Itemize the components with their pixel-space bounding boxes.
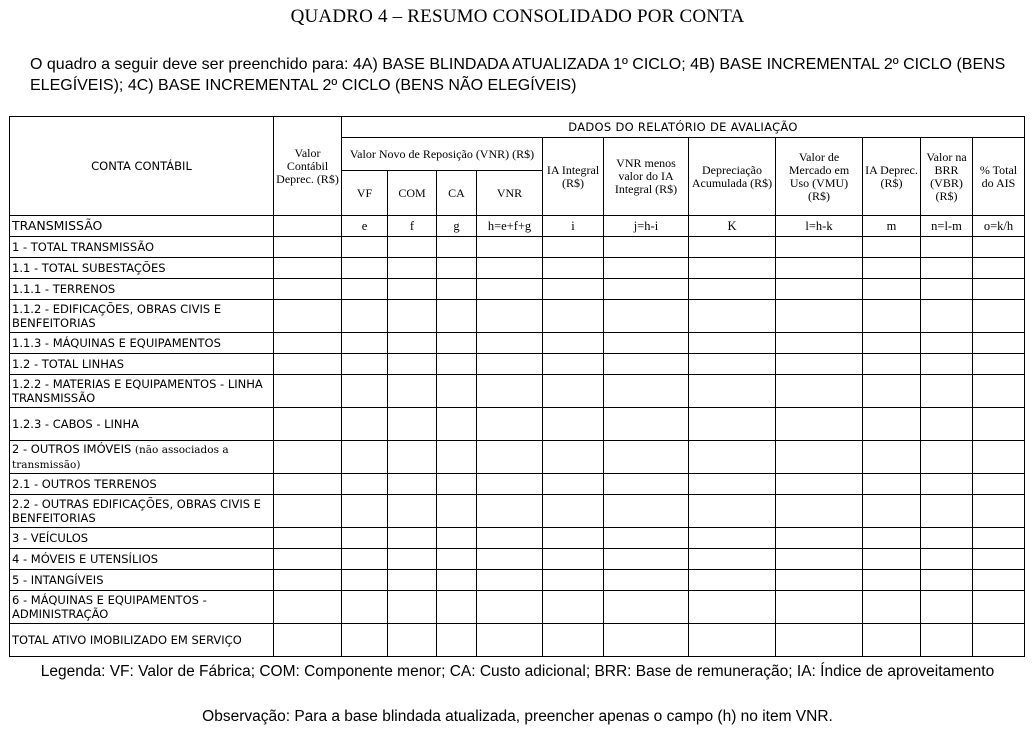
table-cell — [543, 549, 604, 570]
table-cell — [543, 591, 604, 624]
table-cell — [477, 354, 543, 375]
table-cell — [776, 570, 863, 591]
table-cell — [274, 216, 342, 237]
col-header-ca: CA — [437, 171, 477, 216]
table-cell — [274, 408, 342, 441]
table-cell — [863, 300, 921, 333]
row-label-text: 1.2.3 - CABOS - LINHA — [12, 417, 140, 431]
formula-cell: e — [342, 216, 388, 237]
table-cell — [477, 474, 543, 495]
table-cell — [863, 279, 921, 300]
table-cell — [274, 279, 342, 300]
table-cell — [689, 495, 776, 528]
table-row — [10, 375, 1025, 408]
row-label-text: TOTAL ATIVO IMOBILIZADO EM SERVIÇO — [12, 633, 242, 647]
table-cell — [274, 354, 342, 375]
row-label — [10, 570, 274, 591]
col-header-ia-integral: IA Integral (R$) — [543, 138, 604, 216]
table-cell — [863, 375, 921, 408]
table-cell — [477, 375, 543, 408]
col-header-vnr-group: Valor Novo de Reposição (VNR) (R$) — [342, 138, 543, 171]
row-label — [10, 495, 274, 528]
table-cell — [863, 528, 921, 549]
table-cell — [921, 441, 973, 474]
table-cell — [689, 549, 776, 570]
table-cell — [274, 495, 342, 528]
table-cell — [973, 354, 1025, 375]
table-cell — [388, 279, 437, 300]
table-cell — [604, 441, 689, 474]
table-cell — [776, 591, 863, 624]
table-cell — [437, 354, 477, 375]
table-cell — [863, 549, 921, 570]
table-cell — [342, 495, 388, 528]
row-label-text: 1.2.2 - MATERIAS E EQUIPAMENTOS - LINHA TRANSMISSÃO — [12, 377, 263, 405]
row-label-text: 2.1 - OUTROS TERRENOS — [12, 477, 157, 491]
table-row — [10, 333, 1025, 354]
table-cell — [863, 441, 921, 474]
table-cell — [437, 300, 477, 333]
col-header-com: COM — [388, 171, 437, 216]
table-cell — [973, 591, 1025, 624]
col-header-vf: VF — [342, 171, 388, 216]
table-cell — [388, 474, 437, 495]
table-cell — [604, 570, 689, 591]
table-cell — [604, 528, 689, 549]
table-cell — [342, 258, 388, 279]
formula-cell: m — [863, 216, 921, 237]
table-cell — [776, 354, 863, 375]
table-cell — [921, 300, 973, 333]
table-row — [10, 549, 1025, 570]
page-title: QUADRO 4 – RESUMO CONSOLIDADO POR CONTA — [290, 6, 745, 27]
table-cell — [342, 375, 388, 408]
table-row — [10, 474, 1025, 495]
table-cell — [604, 624, 689, 657]
table-cell — [437, 441, 477, 474]
table-cell — [863, 495, 921, 528]
table-cell — [689, 333, 776, 354]
row-label-text: 1.1.2 - EDIFICAÇÕES, OBRAS CIVIS E BENFEITORIAS — [12, 302, 222, 330]
table-cell — [973, 333, 1025, 354]
table-row — [10, 300, 1025, 333]
table-cell — [342, 570, 388, 591]
table-cell — [437, 591, 477, 624]
table-row — [10, 408, 1025, 441]
table-cell — [921, 624, 973, 657]
table-body — [10, 237, 1025, 657]
table-cell — [342, 624, 388, 657]
table-cell — [274, 333, 342, 354]
table-cell — [921, 375, 973, 408]
formula-cell: i — [543, 216, 604, 237]
table-cell — [921, 528, 973, 549]
table-cell — [437, 495, 477, 528]
table-cell — [973, 375, 1025, 408]
table-cell — [388, 549, 437, 570]
table-cell — [776, 495, 863, 528]
table-cell — [689, 237, 776, 258]
table-cell — [477, 549, 543, 570]
table-row — [10, 624, 1025, 657]
table-cell — [921, 474, 973, 495]
col-header-vnr: VNR — [477, 171, 543, 216]
table-cell — [274, 591, 342, 624]
table-cell — [689, 570, 776, 591]
table-cell — [342, 408, 388, 441]
table-cell — [973, 258, 1025, 279]
table-cell — [477, 279, 543, 300]
table-cell — [342, 474, 388, 495]
table-cell — [604, 591, 689, 624]
table-cell — [388, 624, 437, 657]
table-cell — [689, 474, 776, 495]
row-label-text: 4 - MÓVEIS E UTENSÍLIOS — [12, 552, 159, 566]
table-cell — [921, 591, 973, 624]
table-cell — [863, 354, 921, 375]
summary-table — [9, 116, 1025, 657]
table-cell — [477, 495, 543, 528]
col-header-ia-deprec: IA Deprec. (R$) — [863, 138, 921, 216]
col-header-conta: CONTA CONTÁBIL — [10, 117, 274, 216]
table-cell — [437, 258, 477, 279]
group-header-relatorio: DADOS DO RELATÓRIO DE AVALIAÇÃO — [342, 117, 1025, 138]
table-row — [10, 495, 1025, 528]
table-cell — [776, 624, 863, 657]
table-cell — [543, 237, 604, 258]
table-cell — [863, 474, 921, 495]
table-cell — [342, 354, 388, 375]
row-label-text: 1.1.1 - TERRENOS — [12, 282, 116, 296]
table-cell — [342, 528, 388, 549]
table-cell — [543, 258, 604, 279]
table-cell — [973, 474, 1025, 495]
row-label — [10, 591, 274, 624]
col-header-pct-ais: % Total do AIS — [973, 138, 1025, 216]
table-cell — [921, 408, 973, 441]
table-cell — [689, 300, 776, 333]
table-cell — [388, 333, 437, 354]
table-cell — [776, 528, 863, 549]
table-cell — [477, 591, 543, 624]
row-label-text: 1 - TOTAL TRANSMISSÃO — [12, 240, 155, 254]
table-cell — [477, 300, 543, 333]
table-cell — [776, 375, 863, 408]
table-cell — [477, 258, 543, 279]
table-cell — [477, 570, 543, 591]
row-label — [10, 354, 274, 375]
table-cell — [973, 237, 1025, 258]
table-cell — [921, 354, 973, 375]
table-cell — [776, 408, 863, 441]
table-cell — [437, 237, 477, 258]
table-cell — [437, 279, 477, 300]
table-cell — [973, 495, 1025, 528]
row-label — [10, 375, 274, 408]
row-label-text: 2 - OUTROS IMÓVEIS — [12, 442, 132, 456]
table-row — [10, 354, 1025, 375]
row-label — [10, 237, 274, 258]
table-cell — [388, 570, 437, 591]
col-header-vmu: Valor de Mercado em Uso (VMU) (R$) — [776, 138, 863, 216]
table-cell — [689, 528, 776, 549]
row-label-text: 1.1.3 - MÁQUINAS E EQUIPAMENTOS — [12, 336, 221, 350]
table-cell — [604, 300, 689, 333]
table-cell — [342, 549, 388, 570]
table-cell — [388, 354, 437, 375]
row-label — [10, 441, 274, 474]
table-cell — [543, 624, 604, 657]
col-header-depreciacao: Depreciação Acumulada (R$) — [689, 138, 776, 216]
table-cell — [776, 279, 863, 300]
row-label — [10, 279, 274, 300]
table-cell — [388, 375, 437, 408]
table-cell — [274, 258, 342, 279]
table-cell — [388, 495, 437, 528]
row-label-text: 6 - MÁQUINAS E EQUIPAMENTOS - ADMINISTRAÇÃO — [12, 593, 207, 621]
table-cell — [689, 441, 776, 474]
table-cell — [863, 333, 921, 354]
table-cell — [604, 549, 689, 570]
table-cell — [973, 408, 1025, 441]
row-label — [10, 549, 274, 570]
table-cell — [437, 570, 477, 591]
table-cell — [921, 570, 973, 591]
row-label-text: 3 - VEÍCULOS — [12, 531, 89, 545]
table-cell — [477, 441, 543, 474]
table-cell — [921, 237, 973, 258]
table-cell — [388, 528, 437, 549]
table-cell — [342, 279, 388, 300]
row-label — [10, 408, 274, 441]
table-row — [10, 570, 1025, 591]
table-cell — [921, 279, 973, 300]
table-cell — [274, 528, 342, 549]
table-row — [10, 591, 1025, 624]
table-cell — [342, 237, 388, 258]
table-cell — [477, 408, 543, 441]
table-cell — [604, 333, 689, 354]
table-cell — [274, 441, 342, 474]
table-cell — [689, 258, 776, 279]
table-cell — [604, 279, 689, 300]
col-header-vbr: Valor na BRR (VBR) (R$) — [921, 138, 973, 216]
table-cell — [776, 237, 863, 258]
table-cell — [973, 279, 1025, 300]
table-cell — [388, 300, 437, 333]
table-cell — [388, 258, 437, 279]
row-label — [10, 624, 274, 657]
table-cell — [776, 300, 863, 333]
table-cell — [388, 441, 437, 474]
table-cell — [604, 474, 689, 495]
row-label-text: 1.2 - TOTAL LINHAS — [12, 357, 125, 371]
formula-cell: K — [689, 216, 776, 237]
table-cell — [973, 441, 1025, 474]
table-cell — [863, 570, 921, 591]
table-cell — [477, 624, 543, 657]
formula-row — [10, 216, 1025, 237]
table-cell — [776, 474, 863, 495]
col-header-valor-contabil: Valor Contábil Deprec. (R$) — [274, 117, 342, 216]
table-cell — [543, 300, 604, 333]
table-cell — [274, 549, 342, 570]
table-cell — [437, 375, 477, 408]
table-cell — [437, 624, 477, 657]
table-cell — [342, 333, 388, 354]
formula-cell: j=h-i — [604, 216, 689, 237]
table-row — [10, 258, 1025, 279]
table-cell — [921, 258, 973, 279]
table-cell — [477, 237, 543, 258]
table-cell — [437, 333, 477, 354]
table-cell — [342, 300, 388, 333]
table-cell — [863, 258, 921, 279]
table-cell — [973, 300, 1025, 333]
table-cell — [604, 237, 689, 258]
table-cell — [921, 333, 973, 354]
table-cell — [543, 474, 604, 495]
row-label — [10, 528, 274, 549]
row-label-text: 1.1 - TOTAL SUBESTAÇÕES — [12, 261, 166, 275]
table-cell — [342, 591, 388, 624]
table-row — [10, 279, 1025, 300]
table-cell — [689, 279, 776, 300]
formula-cell: g — [437, 216, 477, 237]
table-cell — [543, 441, 604, 474]
formula-cell: f — [388, 216, 437, 237]
row-label — [10, 300, 274, 333]
formula-row-label: TRANSMISSÃO — [10, 216, 274, 237]
table-cell — [543, 333, 604, 354]
table-cell — [973, 528, 1025, 549]
table-cell — [604, 258, 689, 279]
table-cell — [543, 375, 604, 408]
row-label — [10, 474, 274, 495]
row-label — [10, 333, 274, 354]
formula-cell: h=e+f+g — [477, 216, 543, 237]
table-cell — [921, 495, 973, 528]
formula-cell: l=h-k — [776, 216, 863, 237]
table-cell — [388, 408, 437, 441]
table-cell — [776, 441, 863, 474]
table-cell — [543, 495, 604, 528]
table-row — [10, 237, 1025, 258]
table-cell — [477, 333, 543, 354]
intro-paragraph: O quadro a seguir deve ser preenchido para: 4A) BASE BLINDADA ATUALIZADA 1º CICLO; 4B) BASE INCREMENTAL 2º CICLO (BENS ELEGÍVEIS); 4C) BASE INCREMENTAL 2º CICLO (BENS NÃO ELEGÍVEIS) — [30, 56, 1006, 94]
table-cell — [437, 408, 477, 441]
table-cell — [388, 237, 437, 258]
table-cell — [776, 258, 863, 279]
table-cell — [342, 441, 388, 474]
table-cell — [973, 549, 1025, 570]
table-cell — [689, 408, 776, 441]
table-cell — [689, 375, 776, 408]
row-label-note: (não associados a transmissão) — [12, 444, 229, 471]
table-cell — [274, 474, 342, 495]
table-cell — [863, 591, 921, 624]
table-cell — [543, 354, 604, 375]
table-cell — [477, 528, 543, 549]
col-header-vnr-menos-ia: VNR menos valor do IA Integral (R$) — [604, 138, 689, 216]
table-cell — [973, 624, 1025, 657]
table-cell — [274, 375, 342, 408]
row-label-text: 2.2 - OUTRAS EDIFICAÇÕES, OBRAS CIVIS E BENFEITORIAS — [12, 497, 261, 525]
table-cell — [863, 237, 921, 258]
table-cell — [388, 591, 437, 624]
observation-text: Observação: Para a base blindada atualizada, preencher apenas o campo (h) no item VNR. — [202, 708, 833, 725]
table-cell — [543, 279, 604, 300]
table-cell — [776, 333, 863, 354]
table-cell — [921, 549, 973, 570]
legend-text: Legenda: VF: Valor de Fábrica; COM: Componente menor; CA: Custo adicional; BRR: Base de remuneração; IA: Índice de aproveitamento — [40, 663, 995, 680]
table-cell — [437, 528, 477, 549]
table-cell — [437, 474, 477, 495]
table-cell — [863, 624, 921, 657]
table-cell — [604, 354, 689, 375]
table-cell — [274, 570, 342, 591]
table-cell — [543, 570, 604, 591]
table-cell — [543, 528, 604, 549]
table-cell — [604, 408, 689, 441]
table-cell — [689, 591, 776, 624]
table-cell — [274, 624, 342, 657]
formula-cell: o=k/h — [973, 216, 1025, 237]
table-cell — [863, 408, 921, 441]
table-cell — [689, 624, 776, 657]
table-cell — [274, 237, 342, 258]
table-cell — [543, 408, 604, 441]
table-cell — [274, 300, 342, 333]
table-cell — [437, 549, 477, 570]
table-cell — [973, 570, 1025, 591]
table-row — [10, 528, 1025, 549]
table-cell — [776, 549, 863, 570]
table-cell — [689, 354, 776, 375]
table-row — [10, 441, 1025, 474]
row-label — [10, 258, 274, 279]
row-label-text: 5 - INTANGÍVEIS — [12, 573, 104, 587]
formula-cell: n=l-m — [921, 216, 973, 237]
table-cell — [604, 495, 689, 528]
table-cell — [604, 375, 689, 408]
